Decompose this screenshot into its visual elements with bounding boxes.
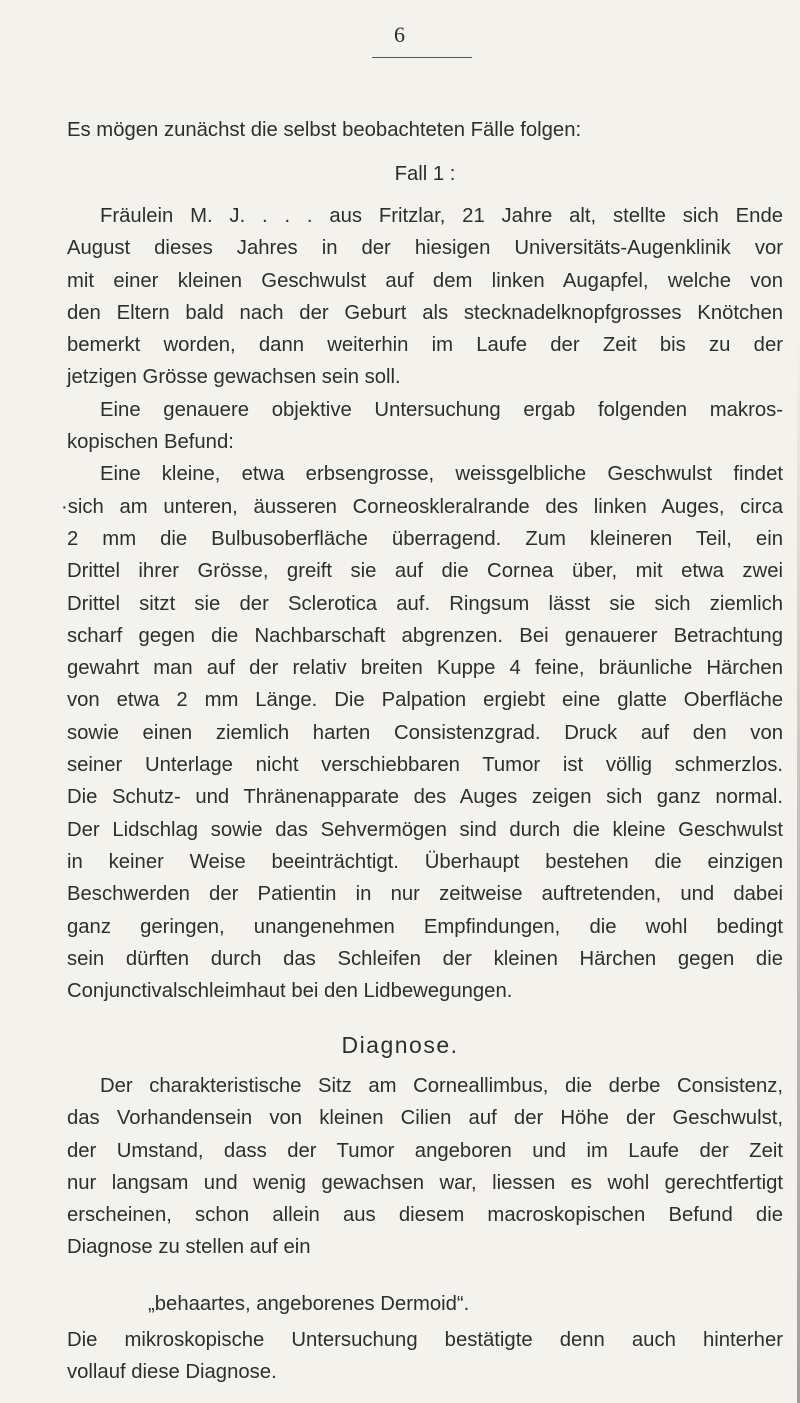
case-title: Fall 1 : bbox=[394, 163, 456, 185]
text-line: vollauf diese Diagnose. bbox=[67, 1361, 277, 1384]
text-line: seiner Unterlage nicht verschiebbaren Tumor ist völlig schmerzlos. bbox=[67, 754, 783, 777]
text-line: erscheinen, schon allein aus diesem macroskopischen Befund die bbox=[67, 1204, 783, 1227]
text-line: 2 mm die Bulbusoberfläche überragend. Zum kleineren Teil, ein bbox=[67, 527, 783, 550]
text-line: Der charakteristische Sitz am Corneallimbus, die derbe Consistenz, bbox=[100, 1075, 783, 1097]
section-heading-diagnose: Diagnose. bbox=[341, 1032, 459, 1058]
text-line: von etwa 2 mm Länge. Die Palpation ergiebt eine glatte Oberfläche bbox=[67, 689, 783, 712]
case-title-block bbox=[67, 158, 783, 190]
final-paragraph bbox=[67, 1324, 783, 1389]
page-number: 6 bbox=[394, 22, 406, 47]
text-line: sein dürften durch das Schleifen der kleinen Härchen gegen die bbox=[67, 947, 783, 970]
text-line: Conjunctivalschleimhaut bei den Lidbewegungen. bbox=[67, 980, 513, 1003]
diagnose-paragraph bbox=[67, 1070, 783, 1264]
text-line: Beschwerden der Patientin in nur zeitweise auftretenden, und dabei bbox=[67, 883, 783, 906]
diagnosis-quote: „behaartes, angeborenes Dermoid“. bbox=[148, 1293, 470, 1315]
text-line: in keiner Weise beeinträchtigt. Überhaupt bestehen die einzigen bbox=[67, 850, 783, 873]
text-line: den Eltern bald nach der Geburt als stecknadelknopfgrosses Knötchen bbox=[67, 301, 783, 324]
text-line: mit einer kleinen Geschwulst auf dem linken Augapfel, welche von bbox=[67, 269, 783, 292]
text-line: Eine kleine, etwa erbsengrosse, weissgelbliche Geschwulst findet bbox=[100, 463, 783, 486]
intro-text: Es mögen zunächst die selbst beobachteten Fälle folgen: bbox=[67, 119, 582, 141]
text-line: bemerkt worden, dann weiterhin im Laufe der Zeit bis zu der bbox=[67, 334, 783, 357]
text-line: Drittel ihrer Grösse, greift sie auf die Cornea über, mit etwa zwei bbox=[67, 560, 783, 583]
text-line: Eine genauere objektive Untersuchung ergab folgenden makros- bbox=[100, 398, 783, 421]
text-line: sowie einen ziemlich harten Consistenzgrad. Druck auf den von bbox=[67, 721, 783, 744]
text-line: Der Lidschlag sowie das Sehvermögen sind durch die kleine Geschwulst bbox=[67, 818, 783, 841]
text-line: kopischen Befund: bbox=[67, 431, 234, 454]
text-line: Diagnose zu stellen auf ein bbox=[67, 1236, 311, 1259]
intro-line bbox=[67, 114, 783, 146]
text-line: ·sich am unteren, äusseren Corneoskleralrande des linken Auges, circa bbox=[61, 495, 783, 518]
text-line: ganz geringen, unangenehmen Empfindungen, die wohl bedingt bbox=[67, 915, 783, 938]
text-line: nur langsam und wenig gewachsen war, liessen es wohl gerechtfertigt bbox=[67, 1171, 783, 1194]
case-paragraph bbox=[61, 200, 783, 1007]
text-line: Fräulein M. J. . . . aus Fritzlar, 21 Jahre alt, stellte sich Ende bbox=[100, 205, 783, 227]
text-line: jetzigen Grösse gewachsen sein soll. bbox=[67, 366, 401, 389]
text-line: scharf gegen die Nachbarschaft abgrenzen. Bei genauerer Betrachtung bbox=[67, 624, 783, 647]
page-number-rule bbox=[372, 57, 472, 58]
text-line: Die Schutz- und Thränenapparate des Auges zeigen sich ganz normal. bbox=[67, 786, 783, 809]
text-line: der Umstand, dass der Tumor angeboren und im Laufe der Zeit bbox=[67, 1139, 783, 1162]
text-line: das Vorhandensein von kleinen Cilien auf der Höhe der Geschwulst, bbox=[67, 1107, 783, 1130]
text-line: August dieses Jahres in der hiesigen Universitäts-Augenklinik vor bbox=[67, 237, 783, 260]
text-line: gewahrt man auf der relativ breiten Kuppe 4 feine, bräunliche Härchen bbox=[67, 657, 783, 680]
text-line: Drittel sitzt sie der Sclerotica auf. Ringsum lässt sie sich ziemlich bbox=[67, 592, 783, 615]
text-line: Die mikroskopische Untersuchung bestätigte denn auch hinterher bbox=[67, 1329, 783, 1351]
